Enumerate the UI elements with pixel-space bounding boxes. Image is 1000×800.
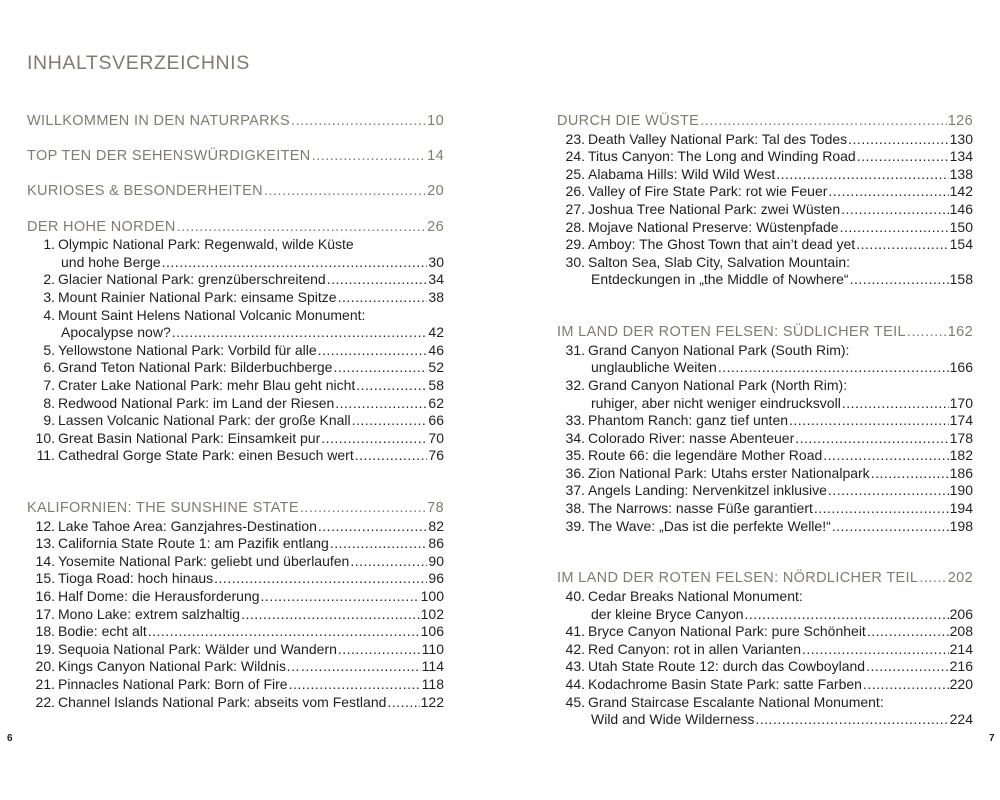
toc-entry-number: 34. — [565, 429, 585, 446]
toc-section-heading — [27, 183, 444, 201]
toc-entry — [27, 535, 444, 553]
toc-entry-text: Great Basin National Park: Einsamkeit pur — [58, 429, 321, 446]
toc-entry-text: Yosemite National Park: geliebt und überlaufen — [58, 552, 350, 569]
toc-entry-text: Grand Canyon National Park (North Rim): — [588, 376, 848, 393]
section-title: TOP TEN DER SEHENSWÜRDIGKEITEN — [27, 148, 311, 165]
toc-page-number: 138 — [949, 165, 973, 182]
toc-entry-text: Glacier National Park: grenzüberschreitend — [58, 271, 326, 288]
toc-entry-text: Kodachrome Basin State Park: satte Farben — [588, 676, 862, 692]
toc-entry-text: und hohe Berge — [61, 253, 161, 270]
dot-leader — [745, 606, 949, 624]
toc-entry-number: 41. — [565, 623, 585, 640]
dot-leader — [312, 148, 427, 166]
dot-leader — [264, 183, 426, 201]
toc-entry-number: 31. — [565, 341, 585, 358]
dot-leader — [755, 711, 948, 729]
toc-entry-continuation — [557, 271, 973, 289]
toc-entry-text: Lassen Volcanic National Park: der große Knall — [58, 412, 351, 429]
dot-leader — [802, 641, 949, 659]
toc-entry-text: Joshua Tree National Park: zwei Wüsten — [588, 200, 841, 217]
toc-entry — [557, 518, 973, 536]
toc-page-number: 224 — [949, 711, 973, 728]
toc-entry-text: Angels Landing: Nervenkitzel inklusive — [588, 482, 827, 499]
toc-section-heading — [27, 219, 444, 237]
toc-entry-number: 29. — [565, 236, 585, 253]
toc-entry-text: Valley of Fire State Park: rot wie Feuer — [588, 183, 828, 200]
toc-entry — [557, 430, 973, 448]
dot-leader — [850, 271, 949, 289]
toc-entry — [27, 676, 444, 694]
toc-section-heading — [557, 324, 973, 342]
toc-entry-text: Zion National Park: Utahs erster Nationalpark — [588, 464, 870, 481]
toc-entry-text: Tioga Road: hoch hinaus — [58, 570, 214, 587]
dot-leader — [907, 324, 947, 342]
toc-entry — [557, 148, 973, 166]
toc-section-heading — [557, 570, 973, 588]
toc-entry-number: 36. — [565, 464, 585, 481]
toc-entry — [27, 641, 444, 659]
dot-leader — [867, 623, 949, 641]
dot-leader — [919, 570, 946, 588]
dot-leader — [318, 342, 428, 360]
toc-entry-number: 20. — [35, 658, 55, 675]
dot-leader — [214, 570, 427, 588]
toc-entry-number: 40. — [565, 588, 585, 605]
dot-leader — [148, 623, 420, 641]
dot-leader — [352, 412, 428, 430]
toc-entry — [557, 588, 973, 606]
toc-page-number: 26 — [427, 218, 444, 235]
section-title: KALIFORNIEN: THE SUNSHINE STATE — [27, 500, 299, 517]
dot-leader — [842, 395, 949, 413]
section-title: DER HOHE NORDEN — [27, 218, 176, 235]
toc-page-number: 194 — [949, 500, 973, 517]
toc-entry-number: 33. — [565, 412, 585, 429]
dot-leader — [828, 183, 948, 201]
toc-page-number: 38 — [428, 288, 444, 305]
toc-entry — [27, 606, 444, 624]
dot-leader — [241, 606, 420, 624]
toc-entry-text: The Wave: „Das ist die perfekte Welle!“ — [588, 517, 831, 534]
toc-entry — [27, 359, 444, 377]
toc-entry-text: Sequoia National Park: Wälder und Wandern — [58, 640, 337, 657]
toc-page-number: 162 — [947, 324, 973, 341]
toc-page-number: 198 — [949, 517, 973, 534]
toc-page-number: 150 — [949, 218, 973, 235]
toc-left-column — [27, 113, 444, 711]
toc-entry — [557, 623, 973, 641]
toc-entry-number: 5. — [43, 341, 55, 358]
toc-page-number: 126 — [947, 113, 973, 129]
toc-entry-text: ruhiger, aber nicht weniger eindrucksvoll — [591, 394, 841, 411]
toc-page-number: 158 — [949, 271, 973, 288]
dot-leader — [291, 113, 426, 131]
toc-page-number: 110 — [421, 640, 444, 657]
toc-entry — [557, 219, 973, 237]
toc-entry — [27, 271, 444, 289]
section-title: KURIOSES & BESONDERHEITEN — [27, 183, 263, 200]
toc-page-number: 96 — [428, 570, 444, 587]
toc-entry-number: 26. — [565, 183, 585, 200]
toc-entry — [557, 201, 973, 219]
dot-leader — [172, 324, 428, 342]
toc-entry-text: Channel Islands National Park: abseits vom Festland — [58, 693, 387, 710]
toc-entry-text: Colorado River: nasse Abenteuer — [588, 429, 795, 446]
toc-page-number: 130 — [949, 130, 973, 147]
dot-leader — [333, 359, 427, 377]
toc-entry — [557, 658, 973, 676]
toc-entry-text: Mono Lake: extrem salzhaltig — [58, 605, 241, 622]
toc-page-number: 182 — [949, 447, 973, 464]
toc-entry-number: 32. — [565, 376, 585, 393]
dot-leader — [300, 500, 426, 518]
dot-leader — [162, 254, 428, 272]
toc-entry-text: Mount Rainier National Park: einsame Spitze — [58, 288, 337, 305]
toc-entry-text: Grand Canyon National Park (South Rim): — [588, 341, 850, 358]
toc-entry-text: Mojave National Preserve: Wüstenpfade — [588, 218, 839, 235]
dot-leader — [289, 676, 421, 694]
section-title: DURCH DIE WÜSTE — [557, 113, 700, 129]
dot-leader — [871, 465, 949, 483]
toc-entry — [557, 447, 973, 465]
toc-entry — [27, 658, 444, 676]
dot-leader — [700, 113, 947, 131]
toc-entry-number: 21. — [35, 676, 55, 692]
toc-page-number: 90 — [428, 552, 444, 569]
dot-leader — [789, 412, 949, 430]
toc-entry-text: Phantom Ranch: ganz tief unten — [588, 412, 789, 429]
toc-entry-number: 2. — [43, 271, 55, 288]
toc-entry — [27, 570, 444, 588]
toc-entry-text: Death Valley National Park: Tal des Todes — [588, 130, 848, 147]
dot-leader — [795, 430, 948, 448]
dot-leader — [356, 377, 427, 395]
toc-right-column — [557, 113, 973, 729]
toc-page-number: 106 — [420, 623, 444, 640]
spacer — [557, 289, 973, 324]
toc-entry — [27, 553, 444, 571]
toc-entry — [557, 183, 973, 201]
dot-leader — [350, 553, 427, 571]
dot-leader — [776, 166, 948, 184]
dot-leader — [863, 676, 949, 694]
spacer — [27, 131, 444, 149]
dot-leader — [338, 641, 421, 659]
toc-entry-text: Mount Saint Helens National Volcanic Monument: — [58, 306, 366, 323]
toc-entry-number: 4. — [43, 306, 55, 323]
toc-entry-text: Kings Canyon National Park: Wildnis… — [58, 658, 300, 675]
toc-entry — [557, 236, 973, 254]
toc-page-number: 118 — [421, 676, 444, 692]
toc-entry-number: 43. — [565, 658, 585, 675]
toc-entry-text: Cedar Breaks National Monument: — [588, 588, 803, 605]
toc-page-number: 146 — [949, 200, 973, 217]
dot-leader — [840, 219, 949, 237]
toc-entry-text: Lake Tahoe Area: Ganzjahres-Destination — [58, 517, 317, 534]
page-number-right: 7 — [989, 733, 995, 744]
toc-page-number: 86 — [428, 535, 444, 552]
toc-entry-text: Grand Teton National Park: Bilderbuchberge — [58, 359, 333, 376]
toc-entry-number: 42. — [565, 640, 585, 657]
toc-entry-number: 30. — [565, 253, 585, 270]
toc-page-number: 10 — [427, 113, 444, 129]
toc-page-number: 122 — [420, 693, 444, 710]
dot-leader — [318, 518, 428, 536]
dot-leader — [177, 219, 427, 237]
toc-entry-text: Entdeckungen in „the Middle of Nowhere“ — [591, 271, 849, 288]
toc-entry-number: 17. — [35, 605, 55, 622]
toc-page-number: 174 — [949, 412, 973, 429]
toc-entry-continuation — [557, 395, 973, 413]
toc-page-number: 66 — [428, 412, 444, 429]
toc-entry — [557, 412, 973, 430]
section-title: IM LAND DER ROTEN FELSEN: NÖRDLICHER TEIL — [557, 570, 919, 587]
toc-entry — [27, 447, 444, 465]
toc-entry-text: The Narrows: nasse Füße garantiert — [588, 500, 813, 517]
toc-entry-number: 24. — [565, 148, 585, 165]
toc-entry — [27, 588, 444, 606]
dot-leader — [261, 588, 420, 606]
toc-section-heading — [27, 148, 444, 166]
toc-entry — [557, 254, 973, 272]
toc-page-number: 134 — [949, 148, 973, 165]
toc-section-heading — [27, 113, 444, 131]
toc-page-number: 206 — [949, 605, 973, 622]
toc-entry — [27, 412, 444, 430]
section-title: IM LAND DER ROTEN FELSEN: SÜDLICHER TEIL — [557, 324, 906, 341]
toc-entry-text: Bodie: echt alt — [58, 623, 147, 640]
toc-entry-number: 6. — [43, 359, 55, 376]
toc-entry — [557, 377, 973, 395]
spacer — [27, 465, 444, 500]
toc-entry-number: 16. — [35, 588, 55, 605]
toc-entry-text: Alabama Hills: Wild Wild West — [588, 165, 776, 182]
toc-entry — [27, 289, 444, 307]
toc-entry — [27, 342, 444, 360]
toc-page-number: 76 — [428, 447, 444, 464]
dot-leader — [857, 148, 949, 166]
toc-entry-number: 37. — [565, 482, 585, 499]
toc-entry-continuation — [557, 711, 973, 729]
toc-entry — [27, 694, 444, 712]
toc-entry-number: 9. — [43, 412, 55, 429]
toc-entry-number: 13. — [35, 535, 55, 552]
toc-page-number: 216 — [949, 658, 973, 675]
dot-leader — [814, 500, 949, 518]
toc-entry-number: 3. — [43, 288, 55, 305]
toc-entry-number: 1. — [43, 236, 55, 253]
toc-page-number: 30 — [428, 253, 444, 270]
toc-entry-number: 22. — [35, 693, 55, 710]
spacer — [557, 535, 973, 570]
toc-entry — [557, 465, 973, 483]
toc-entry-continuation — [557, 359, 973, 377]
toc-entry-continuation — [557, 606, 973, 624]
toc-entry-number: 18. — [35, 623, 55, 640]
toc-entry — [27, 307, 444, 325]
toc-entry-continuation — [27, 324, 444, 342]
toc-page-number: 52 — [428, 359, 444, 376]
spacer — [27, 166, 444, 184]
toc-entry-text: Apocalypse now? — [61, 324, 171, 341]
toc-entry — [557, 694, 973, 712]
dot-leader — [327, 271, 428, 289]
toc-page-number: 14 — [427, 148, 444, 165]
toc-entry-text: Route 66: die legendäre Mother Road — [588, 447, 823, 464]
dot-leader — [823, 447, 948, 465]
toc-page-number: 62 — [428, 394, 444, 411]
dot-leader — [387, 694, 419, 712]
toc-page-number: 20 — [427, 183, 444, 200]
toc-entry-number: 23. — [565, 130, 585, 147]
toc-entry-text: Yellowstone National Park: Vorbild für alle — [58, 341, 317, 358]
toc-entry-number: 39. — [565, 517, 585, 534]
toc-page-number: 114 — [421, 658, 444, 675]
toc-entry — [557, 500, 973, 518]
toc-entry — [557, 131, 973, 149]
section-title: WILLKOMMEN IN DEN NATURPARKS — [27, 113, 291, 129]
toc-entry — [557, 641, 973, 659]
toc-page-number: 46 — [428, 341, 444, 358]
dot-leader — [832, 518, 949, 536]
dot-leader — [718, 359, 949, 377]
toc-page-number: 214 — [949, 640, 973, 657]
toc-entry-text: Grand Staircase Escalante National Monument: — [588, 693, 884, 710]
toc-page-number: 220 — [949, 676, 973, 692]
toc-page-number: 170 — [949, 394, 973, 411]
toc-entry-text: Titus Canyon: The Long and Winding Road — [588, 148, 856, 165]
toc-page-number: 42 — [428, 324, 444, 341]
toc-entry-text: unglaubliche Weiten — [591, 359, 717, 376]
toc-entry-number: 35. — [565, 447, 585, 464]
toc-entry-number: 25. — [565, 165, 585, 182]
spacer — [27, 201, 444, 219]
dot-leader — [335, 395, 427, 413]
toc-entry-text: Red Canyon: rot in allen Varianten — [588, 640, 801, 657]
toc-entry-text: Half Dome: die Herausforderung — [58, 588, 260, 605]
toc-page-number: 100 — [420, 588, 444, 605]
toc-entry-number: 28. — [565, 218, 585, 235]
toc-page-number: 190 — [949, 482, 973, 499]
toc-page-number: 208 — [949, 623, 973, 640]
toc-entry-continuation — [27, 254, 444, 272]
toc-entry — [557, 676, 973, 694]
toc-page-number: 58 — [428, 376, 444, 393]
toc-entry-text: Pinnacles National Park: Born of Fire — [58, 676, 288, 692]
dot-leader — [321, 430, 427, 448]
toc-entry-number: 12. — [35, 517, 55, 534]
toc-entry-number: 44. — [565, 676, 585, 692]
toc-entry-number: 14. — [35, 552, 55, 569]
toc-entry — [27, 518, 444, 536]
toc-entry — [557, 166, 973, 184]
toc-entry — [27, 236, 444, 254]
toc-entry-number: 11. — [36, 447, 55, 464]
toc-entry-number: 38. — [565, 500, 585, 517]
dot-leader — [856, 236, 948, 254]
toc-entry-text: der kleine Bryce Canyon — [591, 605, 744, 622]
toc-entry-text: Wild and Wide Wilderness — [591, 711, 755, 728]
toc-page-number: 142 — [949, 183, 973, 200]
toc-entry-text: Salton Sea, Slab City, Salvation Mountain: — [588, 253, 851, 270]
toc-page-number: 34 — [428, 271, 444, 288]
toc-entry-number: 45. — [565, 693, 585, 710]
dot-leader — [866, 658, 949, 676]
toc-entry — [27, 430, 444, 448]
toc-page-number: 166 — [949, 359, 973, 376]
toc-entry-number: 19. — [35, 640, 55, 657]
toc-entry-text: Crater Lake National Park: mehr Blau geht nicht — [58, 376, 356, 393]
toc-page-number: 82 — [428, 517, 444, 534]
toc-entry — [27, 377, 444, 395]
dot-leader — [848, 131, 948, 149]
dot-leader — [841, 201, 949, 219]
dot-leader — [355, 447, 428, 465]
toc-entry-number: 15. — [35, 570, 55, 587]
page-title: INHALTSVERZEICHNIS — [27, 52, 250, 74]
toc-section-heading — [557, 113, 973, 131]
toc-page-number: 102 — [420, 605, 444, 622]
toc-entry-number: 27. — [565, 200, 585, 217]
toc-entry-text: Cathedral Gorge State Park: einen Besuch wert — [58, 447, 354, 464]
toc-entry-text: California State Route 1: am Pazifik entlang — [58, 535, 329, 552]
toc-page-number: 178 — [949, 429, 973, 446]
toc-entry — [557, 342, 973, 360]
toc-page-number: 70 — [428, 429, 444, 446]
toc-page-number: 202 — [947, 570, 973, 587]
page-number-left: 6 — [7, 733, 13, 744]
toc-entry-text: Bryce Canyon National Park: pure Schönheit — [588, 623, 866, 640]
toc-page-number: 154 — [949, 236, 973, 253]
dot-leader — [330, 535, 428, 553]
toc-page-number: 186 — [949, 464, 973, 481]
toc-entry-text: Redwood National Park: im Land der Riesen — [58, 394, 335, 411]
toc-entry-text: Utah State Route 12: durch das Cowboyland — [588, 658, 866, 675]
toc-entry-number: 8. — [43, 394, 55, 411]
dot-leader — [338, 289, 428, 307]
toc-entry — [27, 623, 444, 641]
toc-entry — [557, 482, 973, 500]
toc-entry — [27, 395, 444, 413]
dot-leader — [828, 482, 949, 500]
toc-entry-text: Amboy: The Ghost Town that ain’t dead yet — [588, 236, 856, 253]
toc-entry-number: 10. — [35, 429, 55, 446]
toc-entry-number: 7. — [43, 376, 55, 393]
dot-leader — [301, 658, 421, 676]
toc-entry-text: Olympic National Park: Regenwald, wilde Küste — [58, 236, 354, 253]
toc-section-heading — [27, 500, 444, 518]
toc-page-number: 78 — [427, 500, 444, 517]
